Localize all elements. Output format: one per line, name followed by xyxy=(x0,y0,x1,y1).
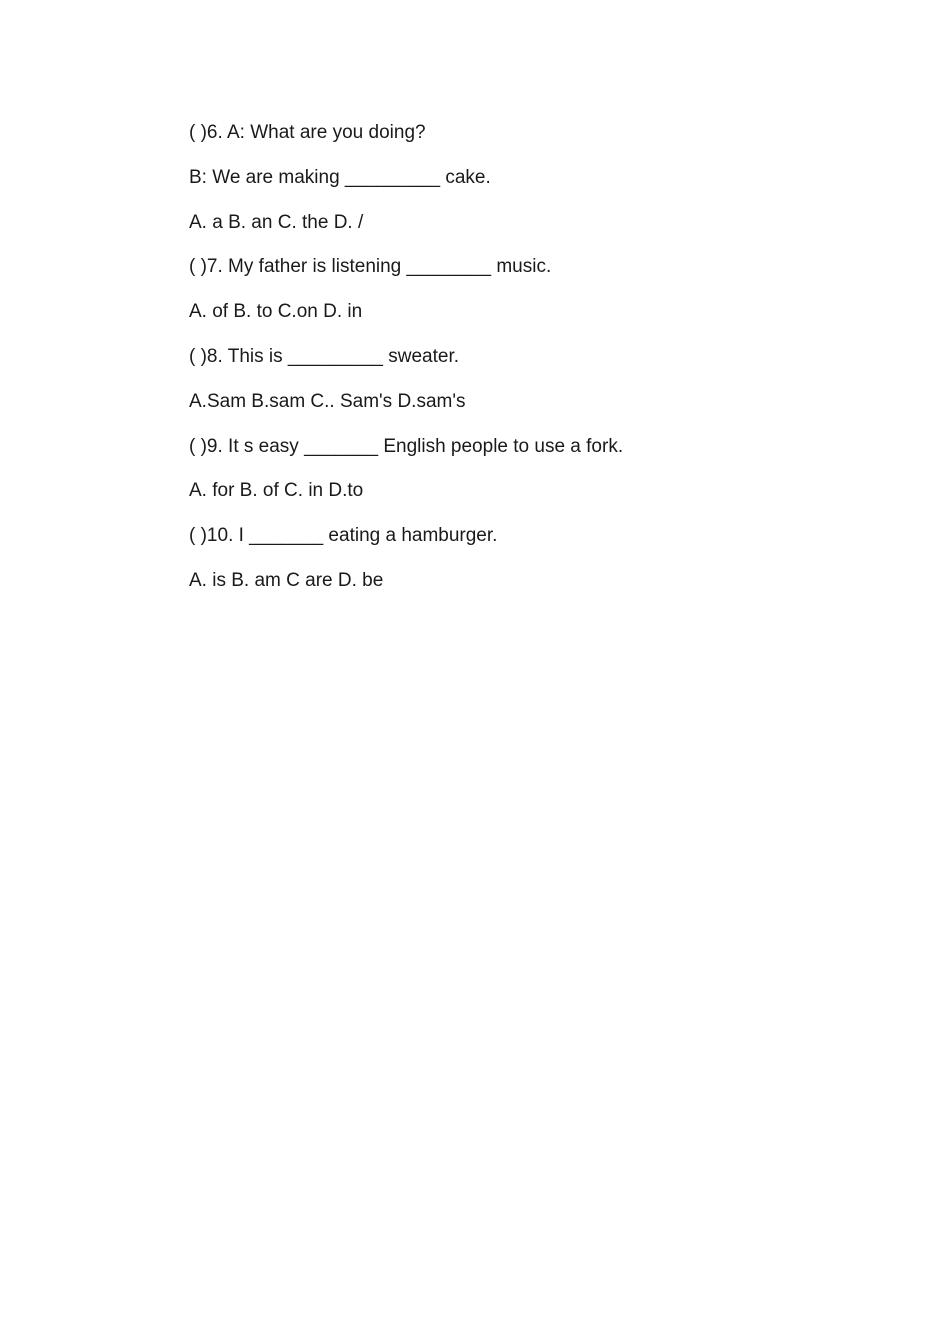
question-8: ( )8. This is _________ sweater. xyxy=(189,345,460,367)
question-9-options: A. for B. of C. in D.to xyxy=(189,480,364,502)
question-8-options: A.Sam B.sam C.. Sam's D.sam's xyxy=(189,390,466,412)
question-10-options: A. is B. am C are D. be xyxy=(189,569,384,591)
question-6-response: B: We are making _________ cake. xyxy=(189,166,491,188)
question-10: ( )10. I _______ eating a hamburger. xyxy=(189,525,498,547)
exercise-list xyxy=(189,118,829,611)
question-9: ( )9. It s easy _______ English people to use a fork. xyxy=(189,435,624,457)
question-6-options: A. a B. an C. the D. / xyxy=(189,211,364,233)
question-7: ( )7. My father is listening ________ music. xyxy=(189,256,552,278)
question-6: ( )6. A: What are you doing? xyxy=(189,122,426,143)
question-7-options: A. of B. to C.on D. in xyxy=(189,301,363,323)
